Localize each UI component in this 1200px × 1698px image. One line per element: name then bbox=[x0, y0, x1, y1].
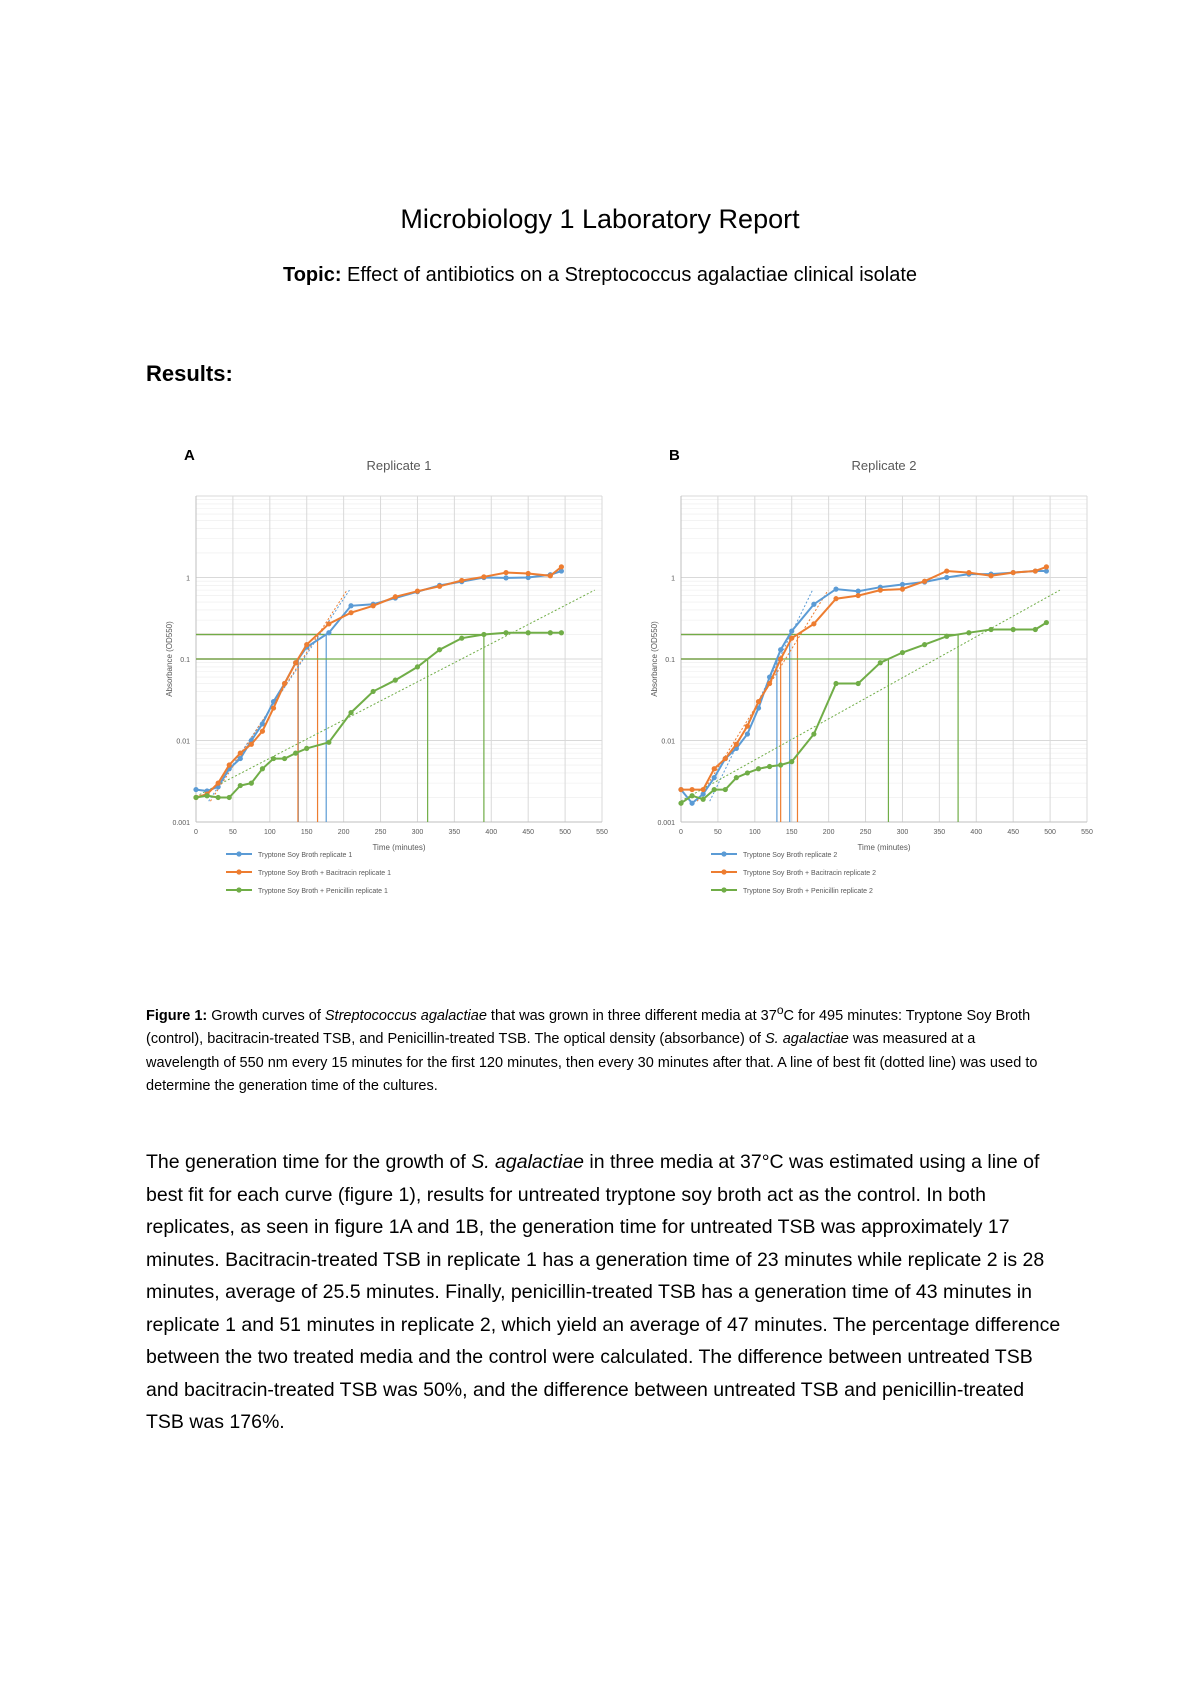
data-point bbox=[811, 602, 816, 607]
data-point bbox=[745, 731, 750, 736]
trendline bbox=[196, 590, 595, 796]
data-point bbox=[548, 573, 553, 578]
data-point bbox=[282, 756, 287, 761]
data-point bbox=[415, 664, 420, 669]
data-point bbox=[415, 589, 420, 594]
data-point bbox=[689, 787, 694, 792]
y-tick-label: 0.01 bbox=[176, 738, 190, 746]
data-point bbox=[811, 621, 816, 626]
legend-label: Tryptone Soy Broth + Bacitracin replicate 2 bbox=[743, 870, 876, 877]
x-tick-label: 400 bbox=[485, 829, 498, 836]
data-point bbox=[900, 582, 905, 587]
legend-marker bbox=[236, 869, 241, 874]
data-point bbox=[1033, 568, 1038, 573]
data-point bbox=[856, 589, 861, 594]
data-point bbox=[878, 660, 883, 665]
results-heading: Results: bbox=[146, 361, 233, 386]
series-line bbox=[681, 571, 1046, 803]
results-paragraph bbox=[146, 1146, 1066, 1439]
chart-replicate-2 bbox=[650, 446, 1097, 976]
data-point bbox=[966, 570, 971, 575]
x-tick-label: 300 bbox=[411, 829, 424, 836]
topic-line bbox=[0, 262, 1200, 288]
data-point bbox=[944, 568, 949, 573]
data-point bbox=[678, 801, 683, 806]
data-point bbox=[393, 678, 398, 683]
data-point bbox=[944, 575, 949, 580]
data-point bbox=[437, 647, 442, 652]
chart-title: Replicate 1 bbox=[366, 458, 432, 473]
data-point bbox=[503, 570, 508, 575]
paragraph-text: The generation time for the growth of bbox=[146, 1151, 472, 1173]
data-point bbox=[701, 797, 706, 802]
x-tick-label: 0 bbox=[679, 829, 683, 836]
legend-marker bbox=[721, 887, 726, 892]
data-point bbox=[260, 729, 265, 734]
data-point bbox=[238, 751, 243, 756]
data-point bbox=[216, 795, 221, 800]
data-point bbox=[1044, 564, 1049, 569]
data-point bbox=[767, 764, 772, 769]
panel-letter: A bbox=[184, 447, 195, 464]
x-tick-label: 100 bbox=[263, 829, 276, 836]
data-point bbox=[393, 594, 398, 599]
data-point bbox=[326, 621, 331, 626]
caption-text: that was grown in three different media at 37 bbox=[486, 1007, 777, 1024]
data-point bbox=[271, 756, 276, 761]
data-point bbox=[833, 587, 838, 592]
x-tick-label: 250 bbox=[374, 829, 387, 836]
data-point bbox=[326, 630, 331, 635]
data-point bbox=[767, 681, 772, 686]
data-point bbox=[734, 775, 739, 780]
data-point bbox=[966, 630, 971, 635]
data-point bbox=[723, 787, 728, 792]
data-point bbox=[712, 775, 717, 780]
legend-marker bbox=[236, 851, 241, 856]
caption-label: Figure 1: bbox=[146, 1007, 208, 1024]
legend-marker bbox=[236, 887, 241, 892]
legend-marker bbox=[721, 851, 726, 856]
y-axis-label: Absorbance (OD550) bbox=[165, 621, 174, 697]
data-point bbox=[227, 762, 232, 767]
data-point bbox=[348, 603, 353, 608]
x-tick-label: 500 bbox=[559, 829, 571, 836]
data-point bbox=[833, 681, 838, 686]
x-tick-label: 500 bbox=[1044, 829, 1056, 836]
y-tick-label: 0.1 bbox=[180, 657, 190, 664]
data-point bbox=[304, 642, 309, 647]
data-point bbox=[193, 787, 198, 792]
data-point bbox=[900, 650, 905, 655]
legend-label: Tryptone Soy Broth + Penicillin replicate 1 bbox=[258, 888, 388, 895]
x-tick-label: 300 bbox=[896, 829, 909, 836]
y-tick-label: 0.001 bbox=[172, 820, 190, 827]
data-point bbox=[503, 630, 508, 635]
legend-label: Tryptone Soy Broth replicate 1 bbox=[258, 852, 353, 859]
data-point bbox=[1011, 570, 1016, 575]
data-point bbox=[348, 610, 353, 615]
data-point bbox=[459, 578, 464, 583]
chart-replicate-1 bbox=[165, 446, 612, 976]
figure-caption bbox=[146, 999, 1046, 1099]
x-tick-label: 50 bbox=[229, 829, 237, 836]
x-axis-label: Time (minutes) bbox=[372, 843, 426, 852]
data-point bbox=[481, 632, 486, 637]
data-point bbox=[503, 575, 508, 580]
data-point bbox=[878, 588, 883, 593]
data-point bbox=[260, 766, 265, 771]
data-point bbox=[437, 584, 442, 589]
data-point bbox=[271, 705, 276, 710]
data-point bbox=[701, 787, 706, 792]
y-tick-label: 1 bbox=[671, 575, 675, 583]
data-point bbox=[988, 573, 993, 578]
legend-label: Tryptone Soy Broth + Penicillin replicate 2 bbox=[743, 888, 873, 895]
data-point bbox=[481, 574, 486, 579]
x-axis-label: Time (minutes) bbox=[857, 843, 911, 852]
data-point bbox=[371, 689, 376, 694]
data-point bbox=[249, 781, 254, 786]
data-point bbox=[856, 681, 861, 686]
data-point bbox=[689, 801, 694, 806]
y-tick-label: 0.1 bbox=[665, 657, 675, 664]
x-tick-label: 200 bbox=[337, 829, 350, 836]
data-point bbox=[811, 731, 816, 736]
data-point bbox=[789, 628, 794, 633]
data-point bbox=[293, 660, 298, 665]
caption-text: Growth curves of bbox=[207, 1007, 325, 1024]
data-point bbox=[900, 587, 905, 592]
legend-label: Tryptone Soy Broth replicate 2 bbox=[743, 852, 838, 859]
data-point bbox=[734, 742, 739, 747]
data-point bbox=[1044, 620, 1049, 625]
caption-degree: o bbox=[776, 1003, 784, 1017]
x-tick-label: 150 bbox=[300, 829, 313, 836]
topic-label: Topic: bbox=[282, 264, 342, 286]
data-point bbox=[712, 787, 717, 792]
data-point bbox=[348, 710, 353, 715]
data-point bbox=[856, 593, 861, 598]
data-point bbox=[689, 793, 694, 798]
data-point bbox=[944, 634, 949, 639]
data-point bbox=[678, 787, 683, 792]
data-point bbox=[459, 636, 464, 641]
x-tick-label: 450 bbox=[522, 829, 535, 836]
x-tick-label: 450 bbox=[1007, 829, 1020, 836]
data-point bbox=[526, 630, 531, 635]
data-point bbox=[712, 766, 717, 771]
data-point bbox=[304, 746, 309, 751]
caption-text: was measured at a wavelength of 550 nm every 15 minutes for the first 120 minutes, then every 30 minutes after that. A line of best fit (dotted line) was used to determine the generation time of the cultures. bbox=[146, 1031, 1038, 1095]
data-point bbox=[745, 724, 750, 729]
data-point bbox=[559, 630, 564, 635]
data-point bbox=[745, 770, 750, 775]
data-point bbox=[548, 630, 553, 635]
data-point bbox=[789, 759, 794, 764]
data-point bbox=[293, 751, 298, 756]
legend-marker bbox=[721, 869, 726, 874]
data-point bbox=[204, 793, 209, 798]
x-tick-label: 200 bbox=[822, 829, 835, 836]
data-point bbox=[723, 756, 728, 761]
x-tick-label: 350 bbox=[448, 829, 461, 836]
y-tick-label: 0.01 bbox=[661, 738, 675, 746]
topic-text: Effect of antibiotics on a Streptococcus agalactiae clinical isolate bbox=[341, 264, 918, 286]
data-point bbox=[778, 762, 783, 767]
data-point bbox=[833, 596, 838, 601]
paragraph-species: S. agalactiae bbox=[471, 1151, 584, 1173]
y-axis-label: Absorbance (OD550) bbox=[650, 621, 659, 697]
data-point bbox=[193, 795, 198, 800]
data-point bbox=[326, 740, 331, 745]
data-point bbox=[778, 656, 783, 661]
caption-text: C for 495 minutes: Tryptone Soy Broth (control), bacitracin-treated TSB, and Penicillin-treated TSB. The optical density (absorbance) of bbox=[146, 1007, 1031, 1048]
data-point bbox=[756, 766, 761, 771]
data-point bbox=[216, 781, 221, 786]
chart-title: Replicate 2 bbox=[851, 458, 917, 473]
data-point bbox=[559, 564, 564, 569]
y-tick-label: 1 bbox=[186, 575, 190, 583]
trendline bbox=[681, 590, 1060, 801]
data-point bbox=[922, 642, 927, 647]
x-tick-label: 50 bbox=[714, 829, 722, 836]
data-point bbox=[789, 636, 794, 641]
data-point bbox=[1033, 627, 1038, 632]
caption-species: S. agalactiae bbox=[764, 1031, 849, 1048]
page-title: Microbiology 1 Laboratory Report bbox=[400, 204, 800, 234]
paragraph-text: in three media at 37°C was estimated using a line of best fit for each curve (figure 1), results for untreated tryptone soy broth act as the control. In both replicates, as seen in figure 1A and 1B, the generation time for untreated TSB was approximately 17 minutes. Bacitracin-treated TSB in replicate 1 has a generation time of 23 minutes while replicate 2 is 28 minutes, average of 25.5 minutes. Finally, penicillin-treated TSB has a generation time of 43 minutes in replicate 1 and 51 minutes in replicate 2, which yield an average of 47 minutes. The percentage difference between the two treated media and the control were calculated. The difference between untreated TSB and bacitracin-treated TSB was 50%, and the difference between untreated TSB and penicillin-treated TSB was 176%. bbox=[146, 1151, 1061, 1433]
x-tick-label: 150 bbox=[785, 829, 798, 836]
data-point bbox=[701, 791, 706, 796]
data-point bbox=[778, 647, 783, 652]
data-point bbox=[988, 627, 993, 632]
data-point bbox=[249, 742, 254, 747]
caption-species: Streptococcus agalactiae bbox=[324, 1007, 487, 1024]
data-point bbox=[238, 756, 243, 761]
x-tick-label: 550 bbox=[596, 829, 608, 836]
x-tick-label: 250 bbox=[859, 829, 872, 836]
x-tick-label: 100 bbox=[748, 829, 761, 836]
data-point bbox=[1011, 627, 1016, 632]
data-point bbox=[282, 681, 287, 686]
x-tick-label: 0 bbox=[194, 829, 198, 836]
x-tick-label: 550 bbox=[1081, 829, 1093, 836]
data-point bbox=[922, 579, 927, 584]
data-point bbox=[756, 699, 761, 704]
data-point bbox=[371, 603, 376, 608]
series-line bbox=[196, 567, 561, 798]
data-point bbox=[238, 783, 243, 788]
panel-letter: B bbox=[669, 447, 680, 464]
data-point bbox=[526, 571, 531, 576]
data-point bbox=[227, 795, 232, 800]
y-tick-label: 0.001 bbox=[657, 820, 675, 827]
x-tick-label: 400 bbox=[970, 829, 983, 836]
legend-label: Tryptone Soy Broth + Bacitracin replicate 1 bbox=[258, 870, 391, 877]
x-tick-label: 350 bbox=[933, 829, 946, 836]
